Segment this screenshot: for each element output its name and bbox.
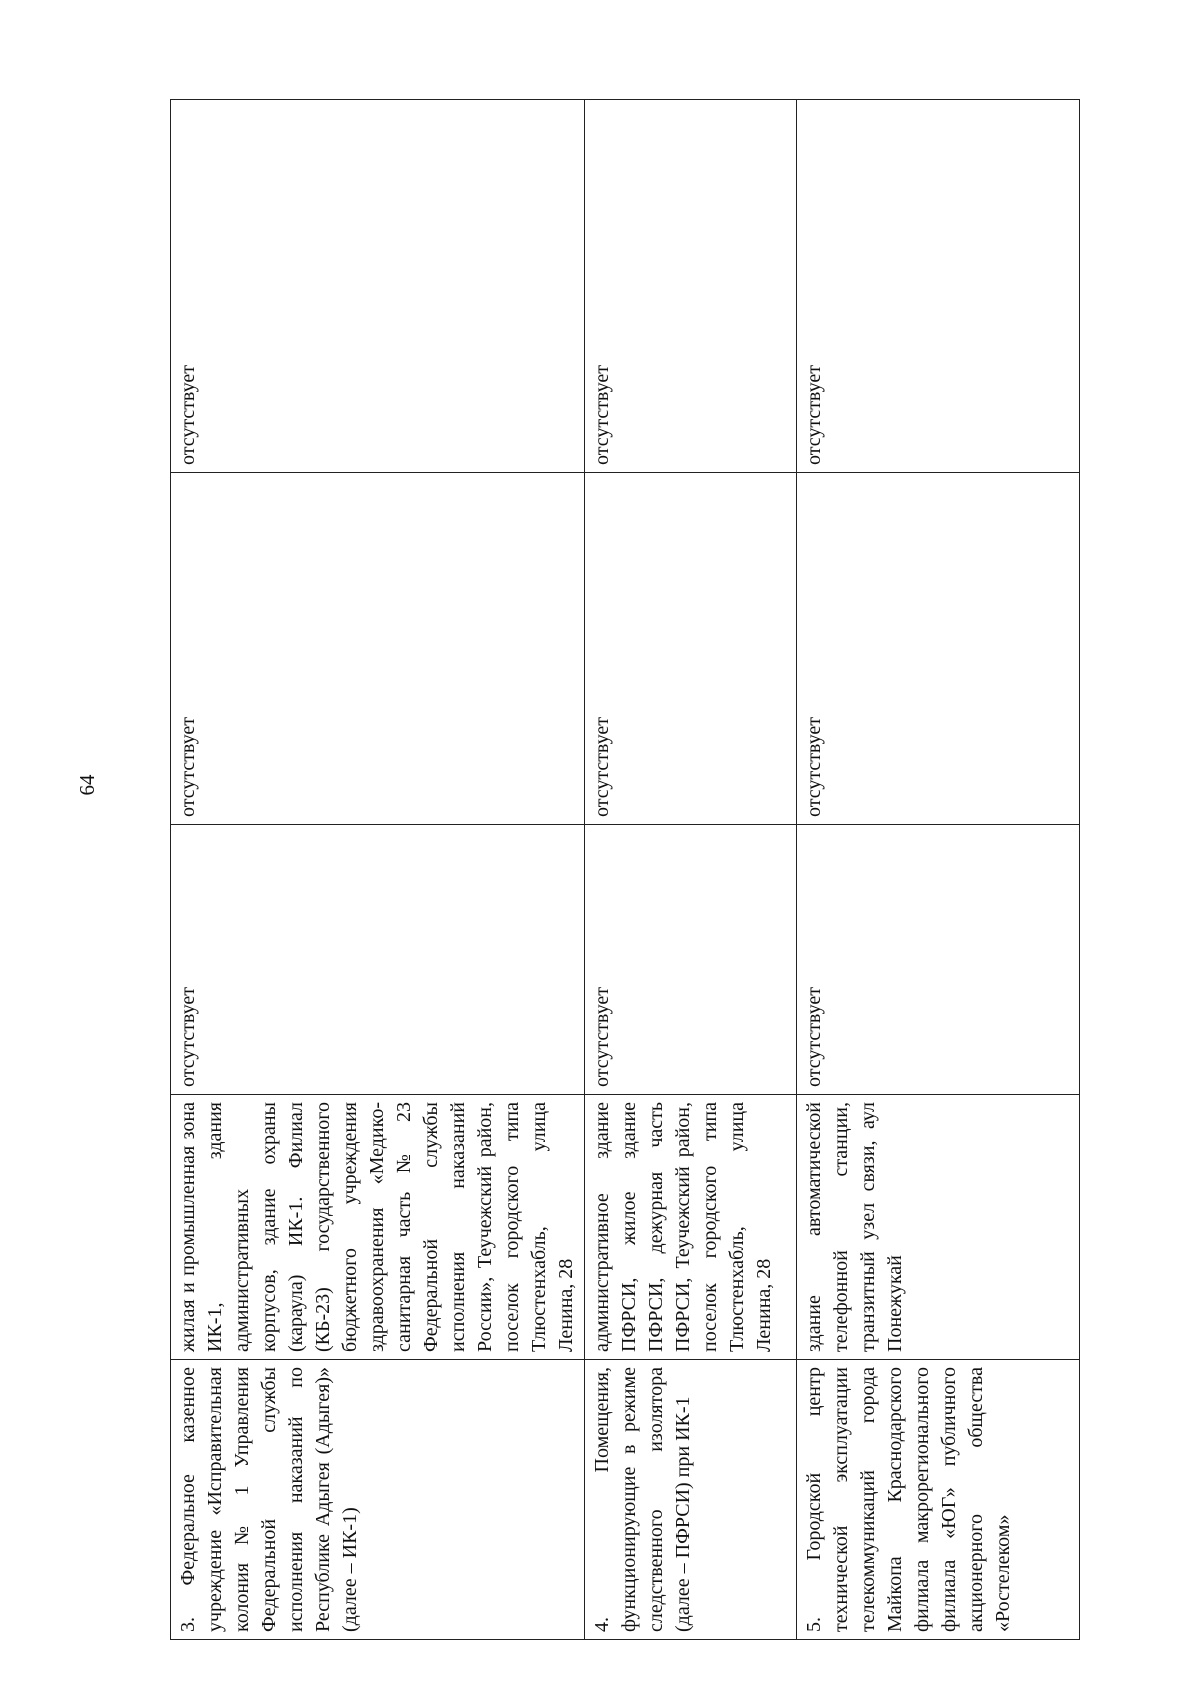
page-number: 64 [75,774,99,796]
value-cell: отсутствует [585,825,797,1095]
value-cell: отсутствует [797,825,1080,1095]
value-cell: отсутствует [171,100,585,473]
table-row [585,100,797,1640]
location-cell: административное здание ПФРСИ, жилое здание ПФРСИ, дежурная часть ПФРСИ, Теучежский район, поселок городского типа Тлюстенхабль, улица Ленина, 28 [585,1095,797,1360]
value-cell: отсутствует [171,825,585,1095]
object-name-cell: 5. Городской центр технической эксплуатации телекоммуникаций города Майкопа Краснодарского филиала макрорегионального филиала «ЮГ» публичного акционерного общества «Ростелеком» [797,1360,1080,1640]
value-cell: отсутствует [797,473,1080,825]
objects-table [170,99,1080,1640]
object-name-cell: 4. Помещения, функционирующие в режиме следственного изолятора (далее – ПФРСИ) при ИК-1 [585,1360,797,1640]
value-cell: отсутствует [797,100,1080,473]
rotated-table-container [170,100,1080,1640]
value-cell: отсутствует [585,100,797,473]
table-row [171,100,585,1640]
location-cell: здание автоматической телефонной станции, транзитный узел связи, аул Понежукай [797,1095,1080,1360]
table-row [797,100,1080,1640]
location-cell: жилая и промышленная зона ИК-1, здания административных корпусов, здание охраны (караула) ИК-1. Филиал (КБ-23) государственного бюджетного учреждения здравоохранения «Медико-санитарная часть № 23 Федеральной службы исполнения наказаний России», Теучежский район, поселок городского типа Тлюстенхабль, улица Ленина, 28 [171,1095,585,1360]
value-cell: отсутствует [585,473,797,825]
value-cell: отсутствует [171,473,585,825]
object-name-cell: 3. Федеральное казенное учреждение «Исправительная колония № 1 Управления Федеральной службы исполнения наказаний по Республике Адыгея (Адыгея)» (далее – ИК-1) [171,1360,585,1640]
